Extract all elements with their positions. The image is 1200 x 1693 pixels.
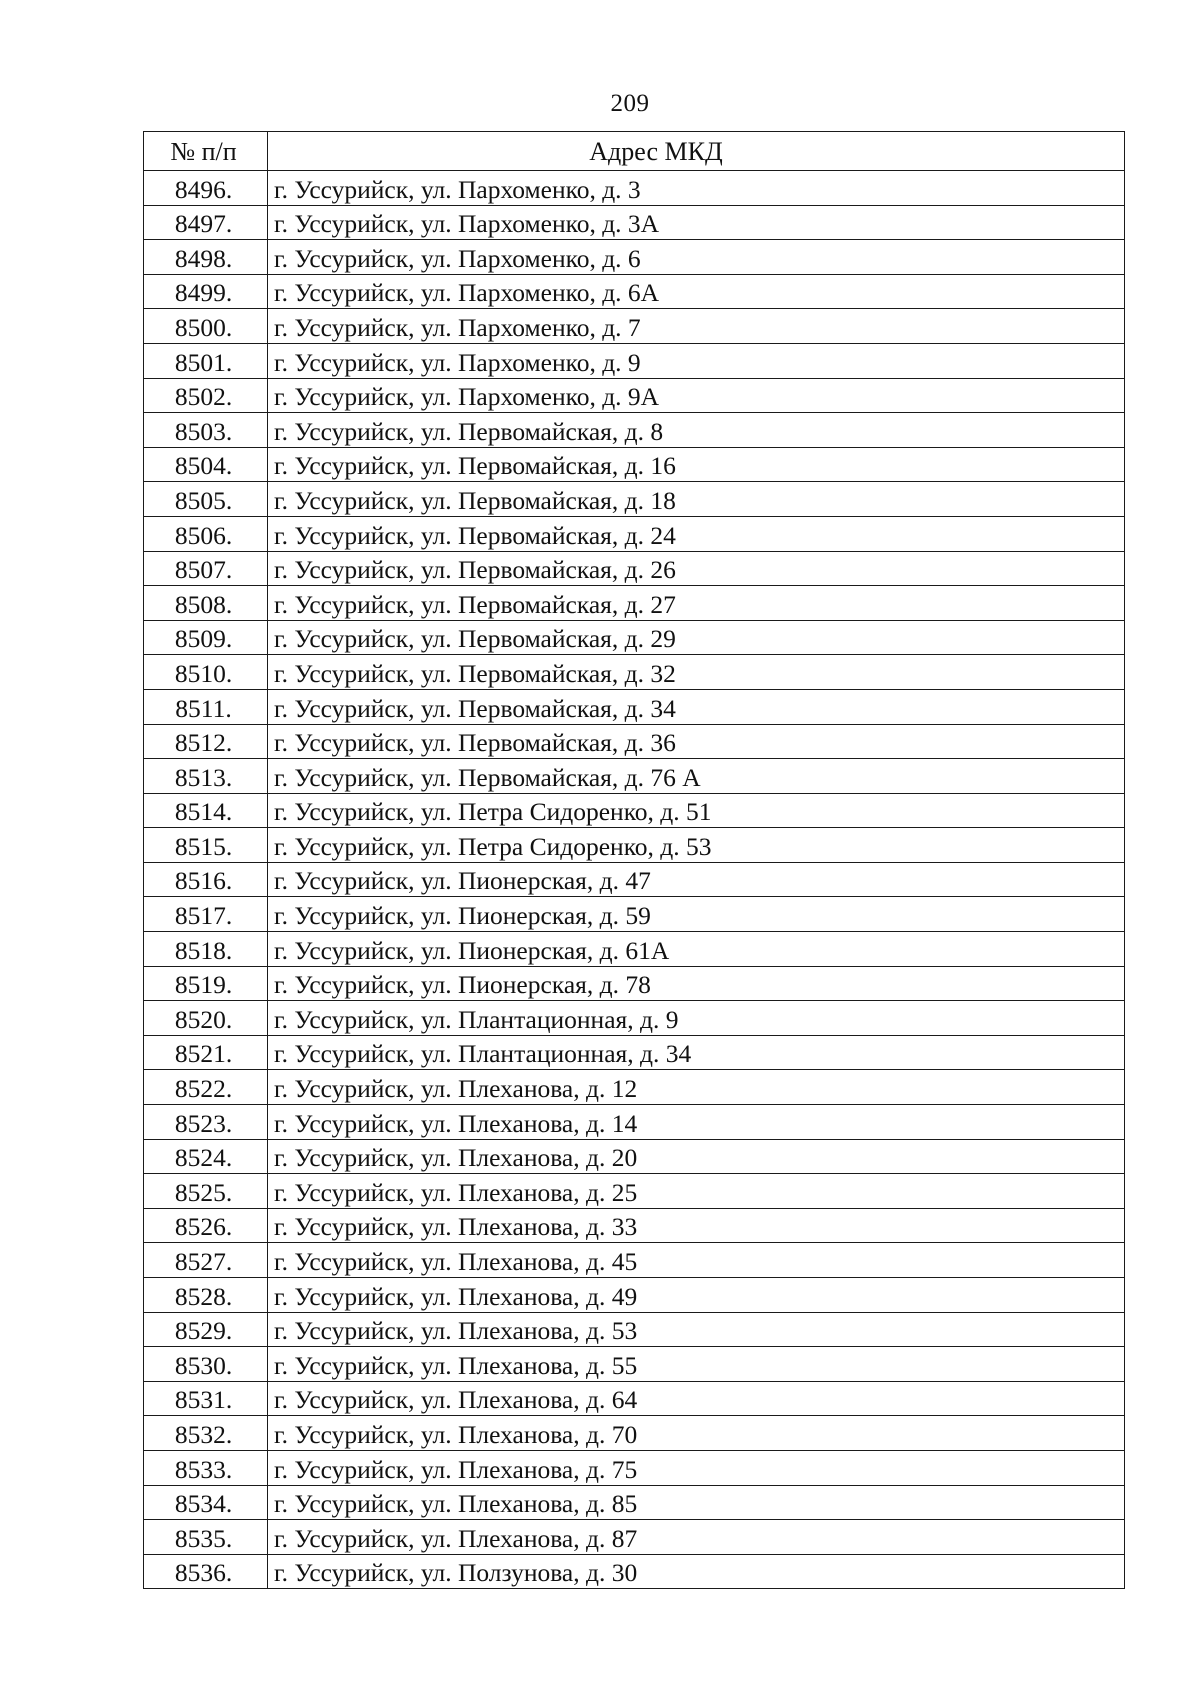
- page-number: 209: [610, 90, 650, 117]
- row-address: г. Уссурийск, ул. Пархоменко, д. 9: [268, 343, 1125, 378]
- row-address: г. Уссурийск, ул. Первомайская, д. 27: [268, 586, 1125, 621]
- table-row: [144, 759, 1125, 794]
- row-number: 8513.: [144, 759, 268, 794]
- row-address: г. Уссурийск, ул. Пионерская, д. 61А: [268, 932, 1125, 967]
- table-row: [144, 828, 1125, 863]
- row-address: г. Уссурийск, ул. Пархоменко, д. 7: [268, 309, 1125, 344]
- row-address: г. Уссурийск, ул. Пионерская, д. 78: [268, 966, 1125, 1001]
- row-address: г. Уссурийск, ул. Плеханова, д. 20: [268, 1139, 1125, 1174]
- row-address: г. Уссурийск, ул. Пархоменко, д. 3А: [268, 205, 1125, 240]
- row-number: 8508.: [144, 586, 268, 621]
- table-row: [144, 171, 1125, 206]
- row-number: 8525.: [144, 1174, 268, 1209]
- row-number: 8530.: [144, 1347, 268, 1382]
- table-row: [144, 1347, 1125, 1382]
- table-row: [144, 1520, 1125, 1555]
- row-number: 8514.: [144, 793, 268, 828]
- row-address: г. Уссурийск, ул. Плеханова, д. 70: [268, 1416, 1125, 1451]
- table-header-row: [144, 132, 1125, 171]
- row-number: 8519.: [144, 966, 268, 1001]
- row-number: 8531.: [144, 1381, 268, 1416]
- row-number: 8533.: [144, 1450, 268, 1485]
- table-row: [144, 1485, 1125, 1520]
- row-number: 8526.: [144, 1208, 268, 1243]
- row-address: г. Уссурийск, ул. Петра Сидоренко, д. 51: [268, 793, 1125, 828]
- row-number: 8536.: [144, 1554, 268, 1589]
- row-address: г. Уссурийск, ул. Пархоменко, д. 6А: [268, 274, 1125, 309]
- row-address: г. Уссурийск, ул. Первомайская, д. 34: [268, 689, 1125, 724]
- row-number: 8505.: [144, 482, 268, 517]
- table-row: [144, 1278, 1125, 1313]
- address-table: [143, 131, 1125, 1589]
- row-number: 8512.: [144, 724, 268, 759]
- table-row: [144, 1416, 1125, 1451]
- row-address: г. Уссурийск, ул. Пархоменко, д. 3: [268, 171, 1125, 206]
- row-address: г. Уссурийск, ул. Плеханова, д. 49: [268, 1278, 1125, 1313]
- row-number: 8506.: [144, 516, 268, 551]
- row-number: 8532.: [144, 1416, 268, 1451]
- row-address: г. Уссурийск, ул. Плеханова, д. 87: [268, 1520, 1125, 1555]
- row-number: 8499.: [144, 274, 268, 309]
- table-row: [144, 1312, 1125, 1347]
- table-row: [144, 1001, 1125, 1036]
- row-number: 8527.: [144, 1243, 268, 1278]
- row-number: 8498.: [144, 240, 268, 275]
- table-row: [144, 966, 1125, 1001]
- row-number: 8500.: [144, 309, 268, 344]
- row-address: г. Уссурийск, ул. Пионерская, д. 47: [268, 862, 1125, 897]
- row-address: г. Уссурийск, ул. Плеханова, д. 25: [268, 1174, 1125, 1209]
- row-address: г. Уссурийск, ул. Первомайская, д. 76 А: [268, 759, 1125, 794]
- row-address: г. Уссурийск, ул. Плеханова, д. 55: [268, 1347, 1125, 1382]
- table-row: [144, 586, 1125, 621]
- table-row: [144, 343, 1125, 378]
- row-address: г. Уссурийск, ул. Первомайская, д. 29: [268, 620, 1125, 655]
- row-number: 8517.: [144, 897, 268, 932]
- table-row: [144, 655, 1125, 690]
- table-body: [144, 171, 1125, 1589]
- table-row: [144, 413, 1125, 448]
- table-row: [144, 482, 1125, 517]
- table-row: [144, 1174, 1125, 1209]
- row-address: г. Уссурийск, ул. Плеханова, д. 45: [268, 1243, 1125, 1278]
- row-number: 8511.: [144, 689, 268, 724]
- table-row: [144, 551, 1125, 586]
- table-row: [144, 240, 1125, 275]
- table-row: [144, 793, 1125, 828]
- row-number: 8523.: [144, 1105, 268, 1140]
- row-address: г. Уссурийск, ул. Плеханова, д. 64: [268, 1381, 1125, 1416]
- row-number: 8524.: [144, 1139, 268, 1174]
- row-address: г. Уссурийск, ул. Пархоменко, д. 6: [268, 240, 1125, 275]
- table-row: [144, 1139, 1125, 1174]
- row-address: г. Уссурийск, ул. Пархоменко, д. 9А: [268, 378, 1125, 413]
- table-row: [144, 378, 1125, 413]
- table-row: [144, 1450, 1125, 1485]
- row-address: г. Уссурийск, ул. Плантационная, д. 34: [268, 1035, 1125, 1070]
- table-row: [144, 689, 1125, 724]
- row-address: г. Уссурийск, ул. Плеханова, д. 14: [268, 1105, 1125, 1140]
- row-address: г. Уссурийск, ул. Первомайская, д. 36: [268, 724, 1125, 759]
- table-row: [144, 1208, 1125, 1243]
- row-number: 8502.: [144, 378, 268, 413]
- row-address: г. Уссурийск, ул. Первомайская, д. 26: [268, 551, 1125, 586]
- row-address: г. Уссурийск, ул. Плеханова, д. 53: [268, 1312, 1125, 1347]
- table-row: [144, 1381, 1125, 1416]
- table-row: [144, 516, 1125, 551]
- header-address: Адрес МКД: [268, 132, 1125, 171]
- table-row: [144, 724, 1125, 759]
- table-row: [144, 205, 1125, 240]
- row-number: 8509.: [144, 620, 268, 655]
- row-number: 8497.: [144, 205, 268, 240]
- table-row: [144, 1070, 1125, 1105]
- row-address: г. Уссурийск, ул. Плантационная, д. 9: [268, 1001, 1125, 1036]
- table-row: [144, 862, 1125, 897]
- row-number: 8518.: [144, 932, 268, 967]
- table-row: [144, 274, 1125, 309]
- row-number: 8515.: [144, 828, 268, 863]
- header-number: № п/п: [144, 132, 268, 171]
- table-row: [144, 1035, 1125, 1070]
- row-address: г. Уссурийск, ул. Первомайская, д. 24: [268, 516, 1125, 551]
- row-number: 8503.: [144, 413, 268, 448]
- row-number: 8501.: [144, 343, 268, 378]
- row-address: г. Уссурийск, ул. Пионерская, д. 59: [268, 897, 1125, 932]
- row-number: 8520.: [144, 1001, 268, 1036]
- row-number: 8521.: [144, 1035, 268, 1070]
- table-row: [144, 447, 1125, 482]
- row-number: 8507.: [144, 551, 268, 586]
- row-address: г. Уссурийск, ул. Ползунова, д. 30: [268, 1554, 1125, 1589]
- row-address: г. Уссурийск, ул. Первомайская, д. 16: [268, 447, 1125, 482]
- table-row: [144, 620, 1125, 655]
- row-number: 8516.: [144, 862, 268, 897]
- row-number: 8529.: [144, 1312, 268, 1347]
- table-row: [144, 309, 1125, 344]
- row-number: 8535.: [144, 1520, 268, 1555]
- row-address: г. Уссурийск, ул. Первомайская, д. 18: [268, 482, 1125, 517]
- row-number: 8522.: [144, 1070, 268, 1105]
- row-address: г. Уссурийск, ул. Первомайская, д. 32: [268, 655, 1125, 690]
- table-row: [144, 1105, 1125, 1140]
- row-number: 8528.: [144, 1278, 268, 1313]
- row-address: г. Уссурийск, ул. Плеханова, д. 85: [268, 1485, 1125, 1520]
- row-number: 8534.: [144, 1485, 268, 1520]
- table-row: [144, 932, 1125, 967]
- row-number: 8510.: [144, 655, 268, 690]
- row-number: 8496.: [144, 171, 268, 206]
- table-row: [144, 1243, 1125, 1278]
- row-address: г. Уссурийск, ул. Плеханова, д. 33: [268, 1208, 1125, 1243]
- row-number: 8504.: [144, 447, 268, 482]
- table-row: [144, 1554, 1125, 1589]
- row-address: г. Уссурийск, ул. Плеханова, д. 75: [268, 1450, 1125, 1485]
- row-address: г. Уссурийск, ул. Петра Сидоренко, д. 53: [268, 828, 1125, 863]
- row-address: г. Уссурийск, ул. Плеханова, д. 12: [268, 1070, 1125, 1105]
- row-address: г. Уссурийск, ул. Первомайская, д. 8: [268, 413, 1125, 448]
- table-row: [144, 897, 1125, 932]
